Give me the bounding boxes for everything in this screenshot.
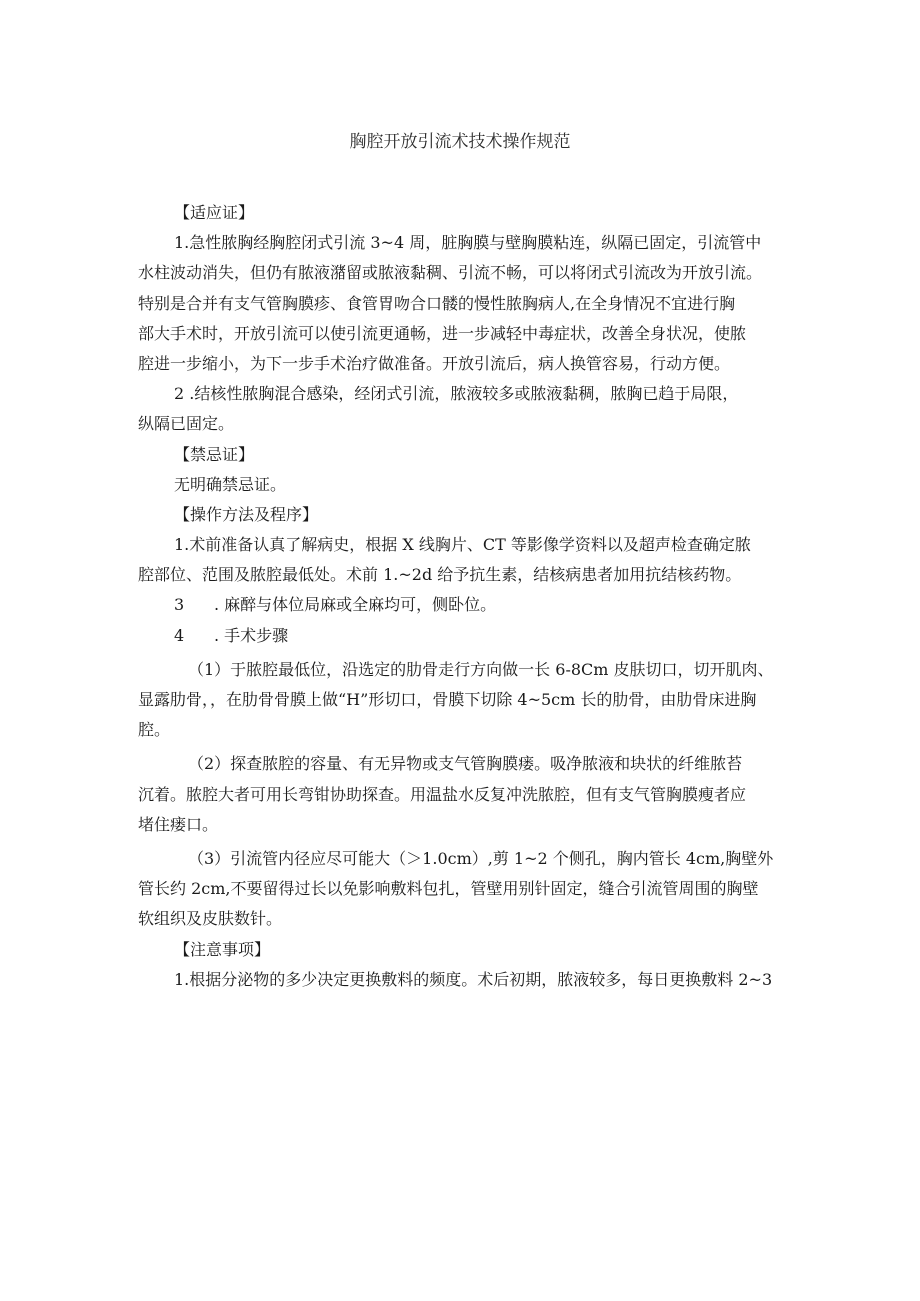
document-body <box>138 198 783 995</box>
paragraph-line: 1.根据分泌物的多少决定更换敷料的频度。术后初期，脓液较多，每日更换敷料 2~3 <box>174 969 773 989</box>
list-item <box>138 621 783 651</box>
list-text: . 手术步骤 <box>214 625 289 645</box>
paragraph-line: 特别是合并有支气管胸膜疹、食管胃吻合口髅的慢性脓胸病人,在全身情况不宜进行胸 <box>138 293 736 313</box>
paragraph-line: 1.急性脓胸经胸腔闭式引流 3~4 周，脏胸膜与壁胸膜粘连，纵隔已固定，引流管中 <box>174 233 762 253</box>
list-text: . 麻醉与体位局麻或全麻均可，侧卧位。 <box>214 595 497 615</box>
section-heading-indications: 【适应证】 <box>174 203 255 222</box>
document-title: 胸腔开放引流术技术操作规范 <box>349 132 571 152</box>
paragraph-line: 管长约 2cm,不要留得过长以免影响敷料包扎，管壁用别针固定，缝合引流管周围的胸壁 <box>138 879 759 899</box>
list-item <box>138 590 783 620</box>
paragraph-line: 显露肋骨，，在肋骨骨膜上做“H”形切口，骨膜下切除 4~5cm 长的肋骨，由肋骨床进胸 <box>138 690 757 709</box>
paragraph-line: 软组织及皮肤数针。 <box>138 909 283 929</box>
section-heading-contraindications: 【禁忌证】 <box>174 444 255 464</box>
paragraph-line: 无明确禁忌证。 <box>174 474 287 494</box>
paragraph-line: 沉着。脓腔大者可用长弯钳协助探查。用温盐水反复冲洗脓腔，但有支气管胸膜瘦者应 <box>138 784 747 804</box>
paragraph-line: 部大手术时，开放引流可以使引流更通畅，进一步减轻中毒症状，改善全身状况，使脓 <box>138 323 747 343</box>
list-number: 4 <box>174 625 185 645</box>
list-number: 3 <box>174 595 185 615</box>
paragraph-line: 腔。 <box>138 720 171 740</box>
paragraph-line: （3）引流管内径应尽可能大（＞1.0cm）,剪 1~2 个侧孔，胸内管长 4cm,胸壁外 <box>188 848 774 868</box>
paragraph-line: 1.术前准备认真了解病史，根据 X 线胸片、CT 等影像学资料以及超声检查确定脓 <box>174 535 751 555</box>
section-heading-precautions: 【注意事项】 <box>174 939 271 959</box>
paragraph-line: 水柱波动消失，但仍有脓液潴留或脓液黏稠、引流不畅，可以将闭式引流改为开放引流。 <box>138 263 763 283</box>
paragraph-line: 2 .结核性脓胸混合感染，经闭式引流，脓液较多或脓液黏稠，脓胸已趋于局限， <box>174 384 739 404</box>
section-heading-procedure: 【操作方法及程序】 <box>174 504 319 524</box>
paragraph-line: 腔部位、范围及脓腔最低处。术前 1.~2d 给予抗生素，结核病患者加用抗结核药物。 <box>138 565 742 585</box>
paragraph-line: （2）探查脓腔的容量、有无异物或支气管胸膜瘘。吸净脓液和块状的纤维脓苔 <box>188 754 743 774</box>
paragraph-line: （1）于脓腔最低位，沿选定的肋骨走行方向做一长 6-8Cm 皮肤切口，切开肌肉、 <box>188 659 774 679</box>
paragraph-line: 纵隔已固定。 <box>138 414 235 434</box>
paragraph-line: 腔进一步缩小，为下一步手术治疗做准备。开放引流后，病人换管容易，行动方便。 <box>138 353 731 373</box>
paragraph-line: 堵住瘘口。 <box>138 814 219 834</box>
